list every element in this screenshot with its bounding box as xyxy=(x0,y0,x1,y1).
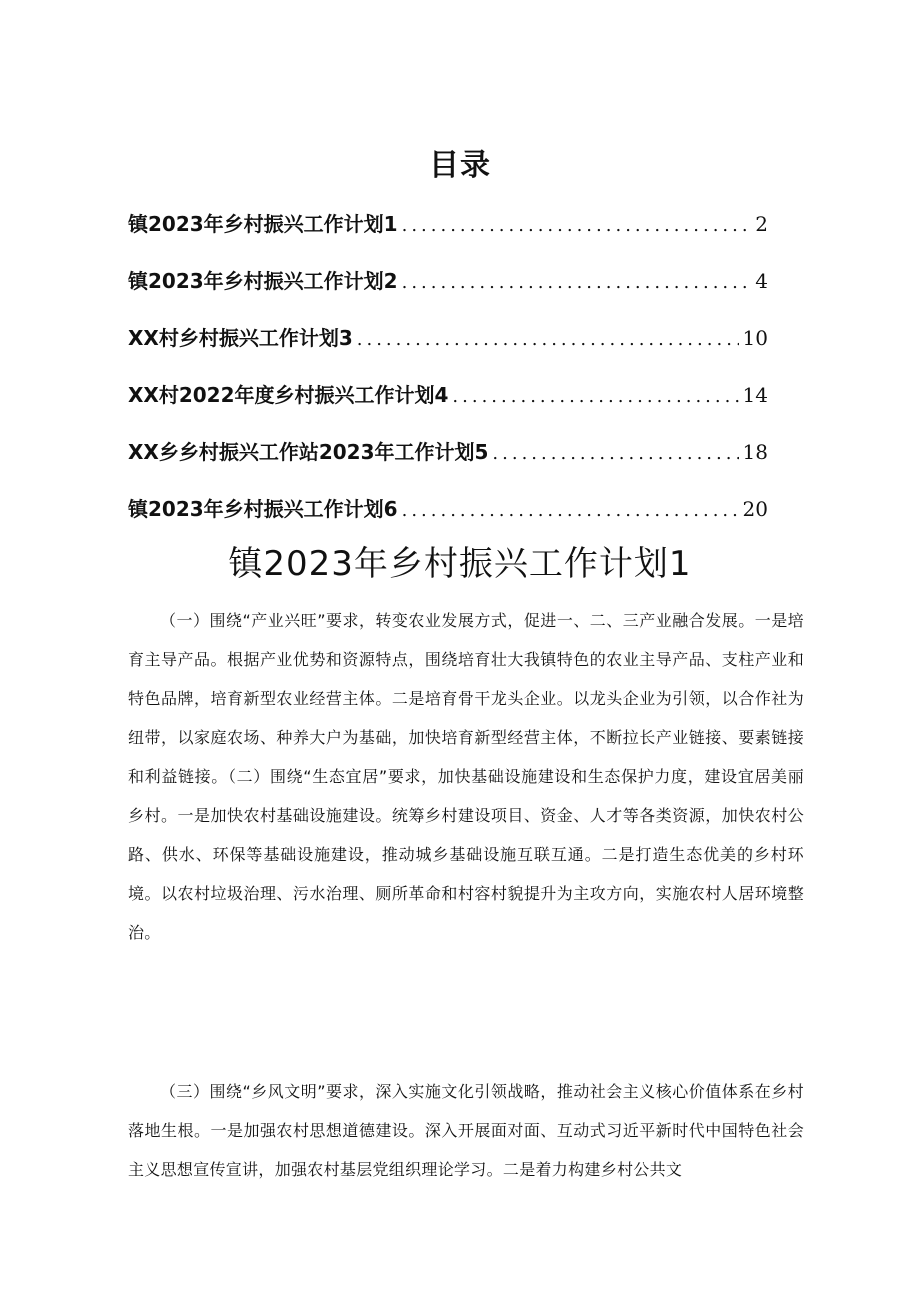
toc-entry-page: 20 xyxy=(742,497,768,521)
toc-entry[interactable] xyxy=(128,204,768,261)
toc-leader-dots xyxy=(492,434,738,474)
toc-leader-dots xyxy=(402,491,739,531)
toc-entry-text: XX村2022年度乡村振兴工作计划4 xyxy=(128,383,449,407)
toc-leader-dots xyxy=(402,206,752,246)
toc-leader-dots xyxy=(357,320,739,360)
toc-entry-text: 镇2023年乡村振兴工作计划1 xyxy=(128,212,398,236)
toc-leader-dots xyxy=(452,377,738,417)
body-paragraph: （三）围绕“乡风文明”要求，深入实施文化引领战略，推动社会主义核心价值体系在乡村落地生根。一是加强农村思想道德建设。深入开展面对面、互动式习近平新时代中国特色社会主义思想宣传宣讲，加强农村基层党组织理论学习。二是着力构建乡村公共文 xyxy=(128,1082,804,1179)
toc-entry-page: 18 xyxy=(742,440,768,464)
toc-entry-text: XX乡乡村振兴工作站2023年工作计划5 xyxy=(128,440,489,464)
toc-leader-dots xyxy=(402,263,752,303)
toc-entry[interactable] xyxy=(128,432,768,489)
toc-entry[interactable] xyxy=(128,375,768,432)
toc-entry[interactable] xyxy=(128,318,768,375)
toc-entry-page: 2 xyxy=(755,212,768,236)
toc-entry-page: 10 xyxy=(742,326,768,350)
toc-entry-page: 14 xyxy=(742,383,768,407)
body-paragraph: （一）围绕“产业兴旺”要求，转变农业发展方式，促进一、二、三产业融合发展。一是培育主导产品。根据产业优势和资源特点，围绕培育壮大我镇特色的农业主导产品、支柱产业和特色品牌，培育新型农业经营主体。二是培育骨干龙头企业。以龙头企业为引领，以合作社为纽带，以家庭农场、种养大户为基础，加快培育新型经营主体，不断拉长产业链接、要素链接和利益链接。（二）围绕“生态宜居”要求，加快基础设施建设和生态保护力度，建设宜居美丽乡村。一是加快农村基础设施建设。统筹乡村建设项目、资金、人才等各类资源，加快农村公路、供水、环保等基础设施建设，推动城乡基础设施互联互通。二是打造生态优美的乡村环境。以农村垃圾治理、污水治理、厕所革命和村容村貌提升为主攻方向，实施农村人居环境整治。 xyxy=(128,611,804,942)
toc-title: 目录 xyxy=(429,148,491,183)
toc-entry-text: 镇2023年乡村振兴工作计划6 xyxy=(128,497,398,521)
toc-entry-page: 4 xyxy=(755,269,768,293)
toc-entry-text: XX村乡村振兴工作计划3 xyxy=(128,326,353,350)
toc-entry[interactable] xyxy=(128,261,768,318)
document-title: 镇2023年乡村振兴工作计划1 xyxy=(228,544,692,584)
toc-entry-text: 镇2023年乡村振兴工作计划2 xyxy=(128,269,398,293)
toc-list xyxy=(128,204,768,546)
